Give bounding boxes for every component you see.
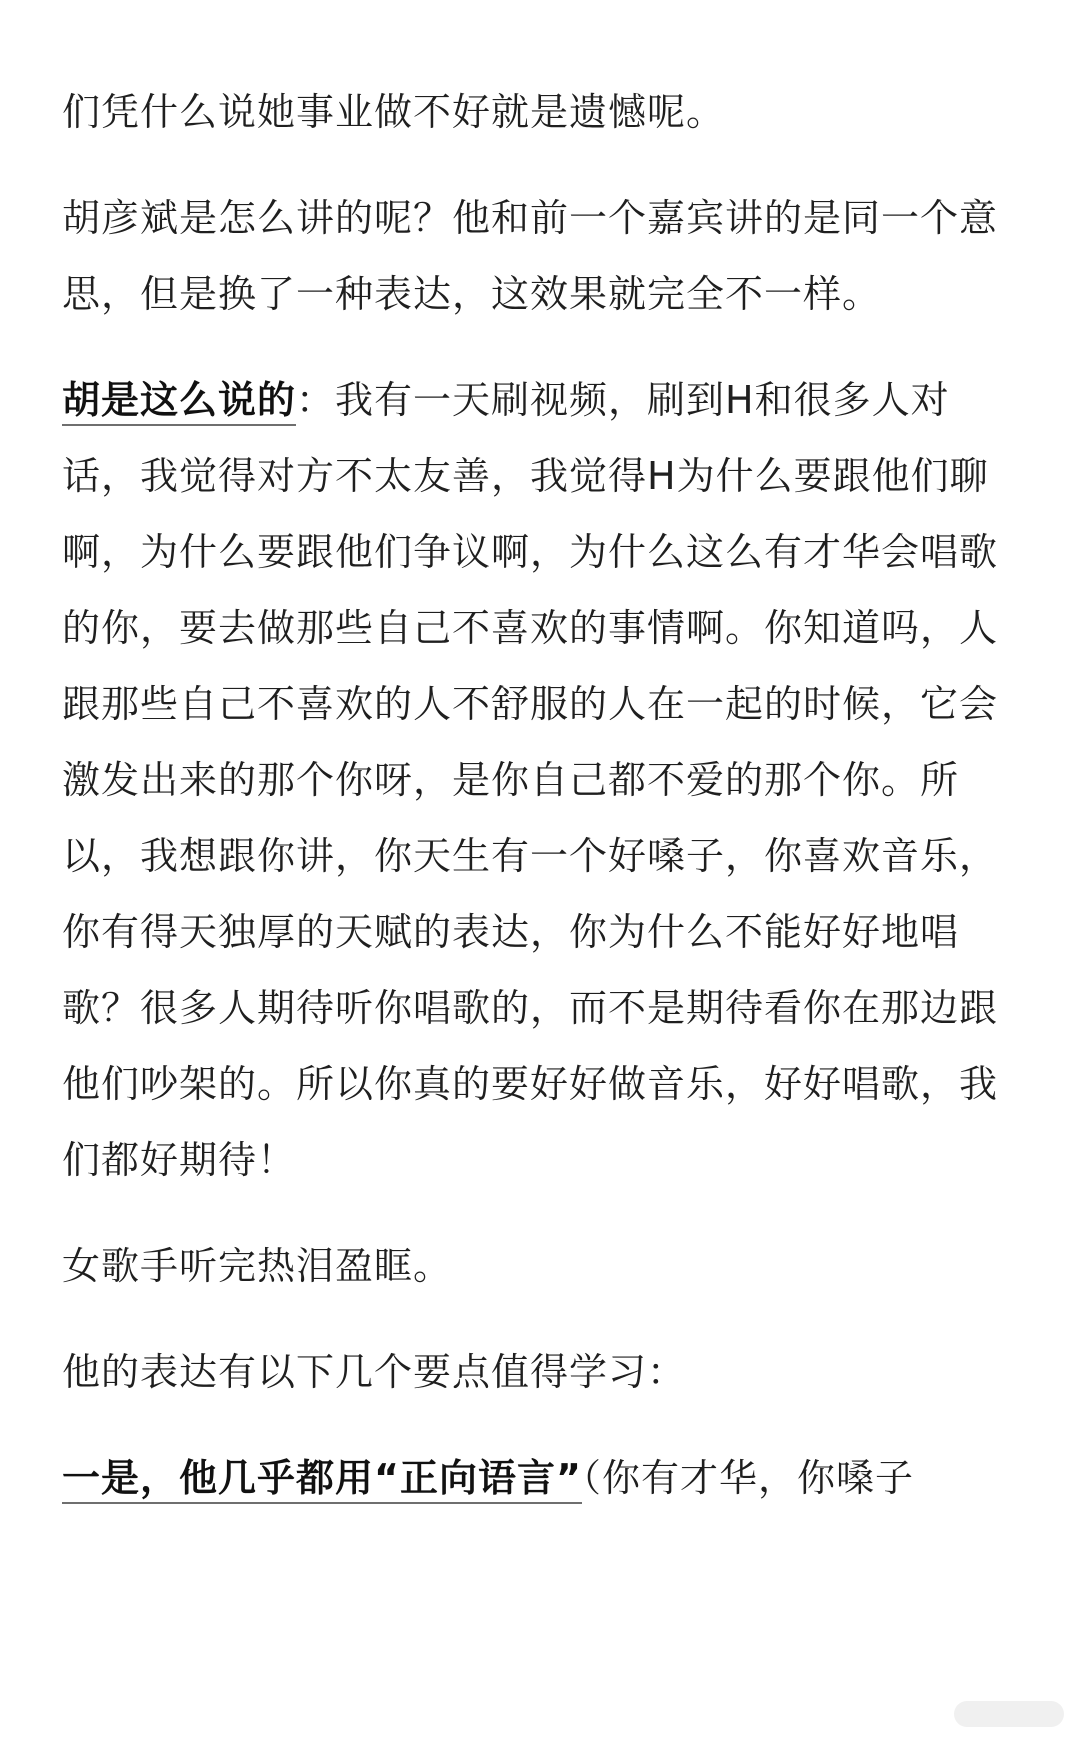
paragraph-2: 胡彦斌是怎么讲的呢？他和前一个嘉宾讲的是同一个意思，但是换了一种表达，这效果就完全不一样。 [62, 196, 999, 316]
paragraph-6-text: （你有才华，你嗓子 [581, 1456, 914, 1500]
highlight-heading-hu-said: 胡是这么说的 [62, 378, 296, 426]
paragraph-3 [62, 362, 1022, 1198]
article-body [62, 74, 1022, 1516]
highlight-heading-positive-language: 一是，他几乎都用“正向语言” [62, 1456, 582, 1504]
bottom-fade-overlay [0, 1647, 1080, 1737]
paragraph-3-text: ：我有一天刷视频，刷到H和很多人对话，我觉得对方不太友善，我觉得H为什么要跟他们聊啊，为什么要跟他们争议啊，为什么这么有才华会唱歌的你，要去做那些自己不喜欢的事情啊。你知道吗，人跟那些自己不喜欢的人不舒服的人在一起的时候，它会激发出来的那个你呀，是你自己都不爱的那个你。所以，我想跟你讲，你天生有一个好嗓子，你喜欢音乐，你有得天独厚的天赋的表达，你为什么不能好好地唱歌？很多人期待听你唱歌的，而不是期待看你在那边跟他们吵架的。所以你真的要好好做音乐，好好唱歌，我们都好期待！ [62, 378, 999, 1182]
watermark-badge [954, 1701, 1064, 1727]
paragraph-1: 们凭什么说她事业做不好就是遗憾呢。 [62, 90, 726, 134]
paragraph-4: 女歌手听完热泪盈眶。 [62, 1244, 453, 1288]
paragraph-6 [62, 1440, 1022, 1516]
paragraph-5: 他的表达有以下几个要点值得学习： [62, 1350, 687, 1394]
